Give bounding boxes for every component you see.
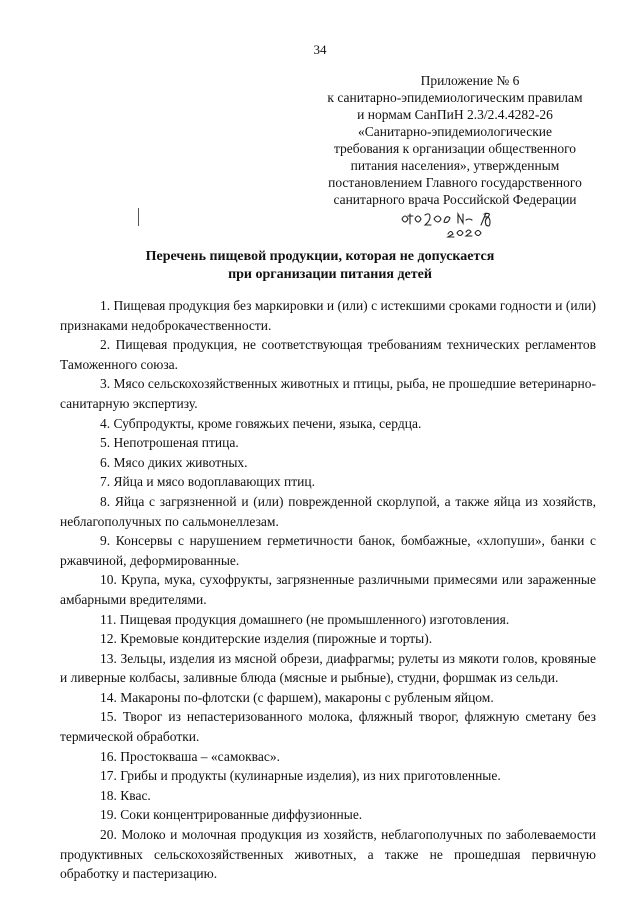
- list-item: 13. Зельцы, изделия из мясной обрези, диафрагмы; рулеты из мякоти голов, кровяные и ливерные колбасы, заливные блюда (мясные и рыбные), студни, форшмак из сельди.: [60, 650, 596, 686]
- list-item: 4. Субпродукты, кроме говяжьих печени, языка, сердца.: [100, 415, 422, 431]
- list-item: 3. Мясо сельскохозяйственных животных и птицы, рыба, не прошедшие ветеринарно-санитарную экспертизу.: [60, 376, 596, 411]
- list-item: 6. Мясо диких животных.: [100, 454, 248, 470]
- title-line-2: при организации питания детей: [228, 267, 432, 282]
- appendix-line: требования к организации общественного: [333, 141, 577, 156]
- list-item: 14. Макароны по-флотски (с фаршем), макароны с рубленым яйцом.: [100, 689, 494, 705]
- list-item: 2. Пищевая продукция, не соответствующая требованиям технических регламентов Таможенного союза.: [60, 337, 596, 372]
- handwritten-date-number: [400, 205, 520, 241]
- title-line-1: Перечень пищевой продукции, которая не допускается: [145, 249, 495, 264]
- appendix-line: и нормам СанПиН 2.3/2.4.4282-26: [357, 107, 553, 122]
- list-item: 15. Творог из непастеризованного молока, фляжный творог, фляжную сметану без термической обработки.: [60, 709, 596, 745]
- list-item: 16. Простокваша – «самоквас».: [100, 748, 280, 764]
- list-item: 10. Крупа, мука, сухофрукты, загрязненные различными примесями или зараженные амбарными вредителями.: [60, 572, 596, 607]
- list-item: 18. Квас.: [100, 787, 151, 803]
- list-item: 7. Яйца и мясо водоплавающих птиц.: [100, 474, 315, 490]
- list-item: 17. Грибы и продукты (кулинарные изделия), из них приготовленные.: [100, 768, 501, 784]
- document-title: [0, 248, 640, 284]
- appendix-line: Приложение № 6: [420, 73, 520, 88]
- appendix-line: постановлением Главного государственного: [328, 175, 582, 190]
- list-item: 12. Кремовые кондитерские изделия (пирожные и торты).: [100, 631, 433, 647]
- appendix-header: [300, 72, 610, 208]
- page-number: 34: [313, 42, 327, 57]
- prohibited-products-list: [60, 296, 596, 884]
- list-item: 1. Пищевая продукция без маркировки и (или) с истекшими сроками годности и (или) признаками недоброкачественности.: [60, 298, 596, 333]
- margin-mark: [138, 208, 139, 226]
- appendix-line: питания населения», утвержденным: [350, 158, 560, 173]
- appendix-line: санитарного врача Российской Федерации: [333, 192, 577, 207]
- list-item: 5. Непотрошеная птица.: [100, 435, 239, 451]
- list-item: 8. Яйца с загрязненной и (или) поврежденной скорлупой, а также яйца из хозяйств, неблагополучных по сальмонеллезам.: [60, 493, 596, 529]
- list-item: 9. Консервы с нарушением герметичности банок, бомбажные, «хлопуши», банки с ржавчиной, деформированные.: [60, 533, 596, 568]
- list-item: 11. Пищевая продукция домашнего (не промышленного) изготовления.: [100, 611, 510, 627]
- appendix-line: «Санитарно-эпидемиологические: [357, 124, 553, 139]
- list-item: 19. Соки концентрированные диффузионные.: [100, 807, 363, 823]
- list-item: 20. Молоко и молочная продукция из хозяйств, неблагополучных по заболеваемости продуктивных сельскохозяйственных животных, а также не прошедшая первичную обработку и пастеризацию.: [60, 827, 596, 882]
- appendix-line: к санитарно-эпидемиологическим правилам: [327, 90, 583, 105]
